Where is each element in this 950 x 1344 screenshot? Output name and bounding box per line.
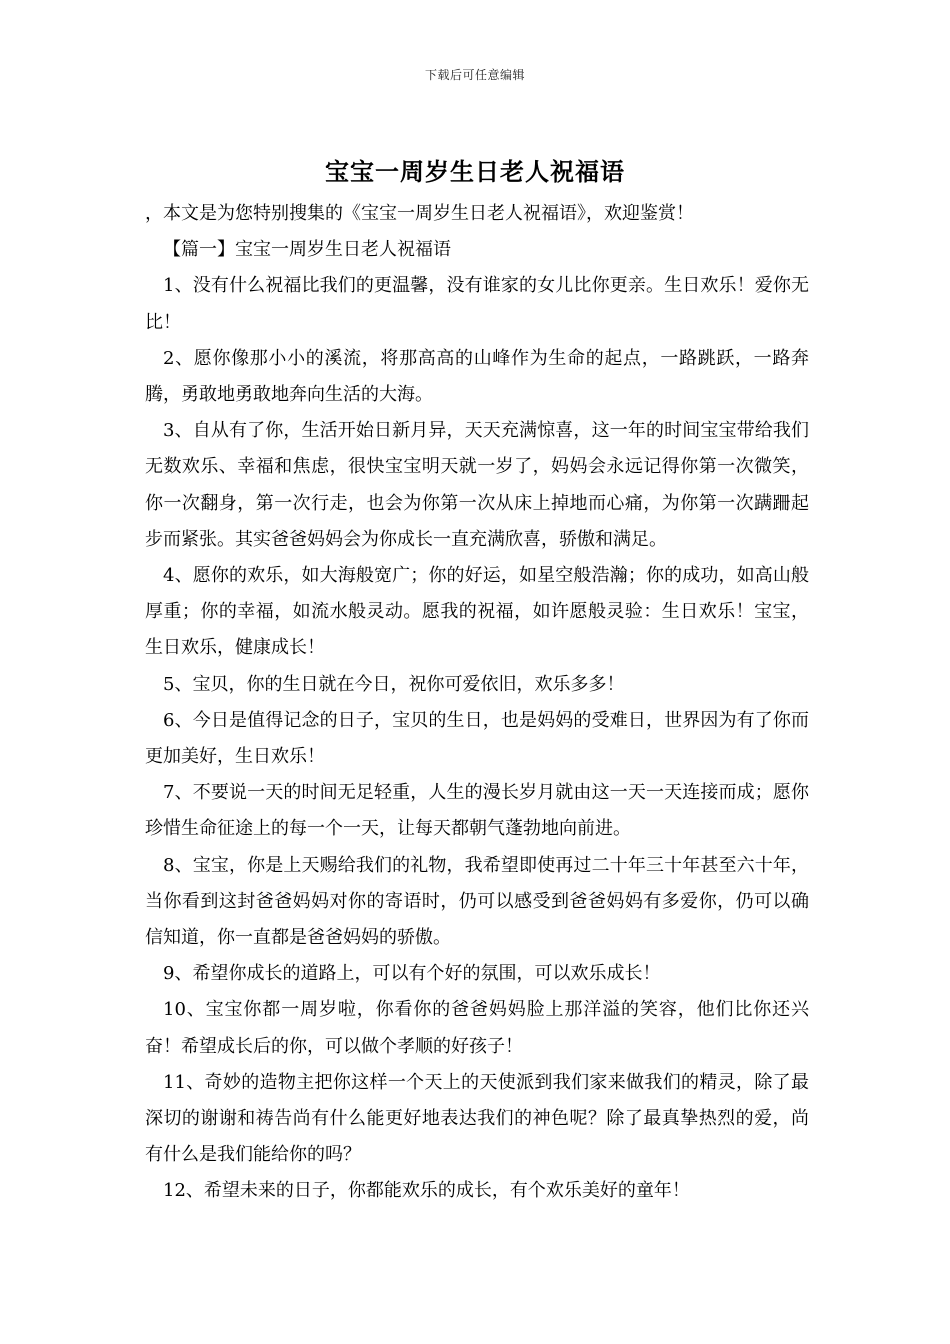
- blessing-paragraph-2: 2、愿你像那小小的溪流，将那高高的山峰作为生命的起点，一路跳跃，一路奔腾，勇敢地勇敢地奔向生活的大海。: [145, 347, 809, 406]
- section-heading: 【篇一】宝宝一周岁生日老人祝福语: [163, 239, 451, 261]
- document-body: [145, 196, 809, 1210]
- blessing-paragraph-4: 4、愿你的欢乐，如大海般宽广；你的好运，如星空般浩瀚；你的成功，如高山般厚重；你的幸福，如流水般灵动。愿我的祝福，如许愿般灵验：生日欢乐！宝宝，生日欢乐，健康成长！: [145, 565, 809, 659]
- blessing-paragraph-10: 10、宝宝你都一周岁啦，你看你的爸爸妈妈脸上那洋溢的笑容，他们比你还兴奋！希望成长后的你，可以做个孝顺的好孩子！: [145, 999, 809, 1057]
- blessing-paragraph-9: 9、希望你成长的道路上，可以有个好的氛围，可以欢乐成长！: [163, 963, 661, 985]
- header-note: 下载后可任意编辑: [424, 68, 525, 82]
- blessing-paragraph-7: 7、不要说一天的时间无足轻重，人生的漫长岁月就由这一天一天连接而成；愿你珍惜生命征途上的每一个一天，让每天都朝气蓬勃地向前进。: [145, 782, 809, 840]
- blessing-paragraph-12: 12、希望未来的日子，你都能欢乐的成长，有个欢乐美好的童年！: [163, 1180, 690, 1202]
- blessing-paragraph-5: 5、宝贝，你的生日就在今日，祝你可爱依旧，欢乐多多！: [163, 673, 625, 695]
- document-title: 宝宝一周岁生日老人祝福语: [325, 157, 625, 186]
- blessing-paragraph-1: 1、没有什么祝福比我们的更温馨，没有谁家的女儿比你更亲。生日欢乐！爱你无比！: [145, 275, 809, 333]
- blessing-paragraph-6: 6、今日是值得记念的日子，宝贝的生日，也是妈妈的受难日，世界因为有了你而更加美好，生日欢乐！: [145, 709, 809, 768]
- intro-paragraph: ，本文是为您特别搜集的《宝宝一周岁生日老人祝福语》，欢迎鉴赏！: [145, 203, 694, 224]
- blessing-paragraph-8: 8、宝宝，你是上天赐给我们的礼物，我希望即使再过二十年三十年甚至六十年，当你看到这封爸爸妈妈对你的寄语时，仍可以感受到爸爸妈妈有多爱你，仍可以确信知道，你一直都是爸爸妈妈的骄傲。: [145, 854, 809, 949]
- blessing-paragraph-3: 3、自从有了你，生活开始日新月异，天天充满惊喜，这一年的时间宝宝带给我们无数欢乐、幸福和焦虑，很快宝宝明天就一岁了，妈妈会永远记得你第一次微笑，你一次翻身，第一次行走，也会为你第一次从床上掉地而心痛，为你第一次蹒跚起步而紧张。其实爸爸妈妈会为你成长一直充满欣喜，骄傲和满足。: [145, 420, 809, 550]
- blessing-paragraph-11: 11、奇妙的造物主把你这样一个天上的天使派到我们家来做我们的精灵，除了最深切的谢谢和祷告尚有什么能更好地表达我们的神色呢？除了最真挚热烈的爱，尚有什么是我们能给你的吗？: [145, 1071, 809, 1166]
